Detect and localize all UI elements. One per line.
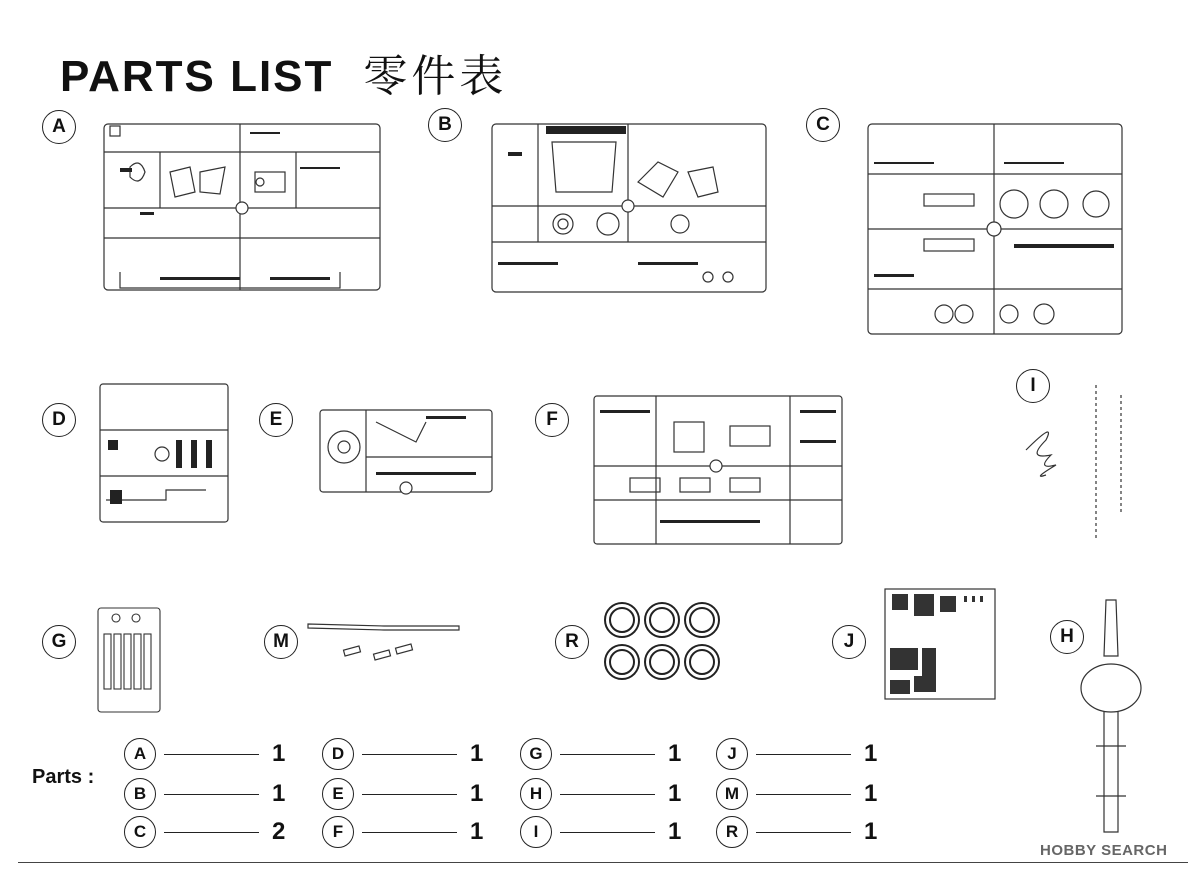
title-chinese: 零件表	[363, 51, 508, 102]
count-letter: C	[124, 816, 156, 848]
sprue-b-drawing	[488, 112, 770, 296]
sprue-letter-d: D	[42, 403, 76, 437]
sprue-letter-b: B	[428, 108, 462, 142]
sprue-e-drawing	[316, 402, 496, 498]
count-line	[560, 794, 655, 795]
count-letter: F	[322, 816, 354, 848]
count-line	[756, 754, 851, 755]
count-letter: G	[520, 738, 552, 770]
count-qty: 1	[864, 818, 878, 845]
sprue-g-drawing	[96, 604, 162, 716]
count-qty: 1	[864, 740, 878, 767]
count-qty: 1	[470, 740, 484, 767]
count-letter: J	[716, 738, 748, 770]
count-letter: I	[520, 816, 552, 848]
sprue-letter-c: C	[806, 108, 840, 142]
count-letter: R	[716, 816, 748, 848]
sprue-letter-m: M	[264, 625, 298, 659]
sprue-c-drawing	[864, 114, 1128, 340]
count-line	[362, 754, 457, 755]
count-qty: 1	[864, 780, 878, 807]
count-line	[560, 754, 655, 755]
count-line	[756, 832, 851, 833]
count-qty: 1	[470, 818, 484, 845]
count-qty: 1	[668, 740, 682, 767]
sprue-a-drawing	[100, 112, 386, 302]
sprue-letter-h: H	[1050, 620, 1084, 654]
sprue-letter-r: R	[555, 625, 589, 659]
sprue-letter-f: F	[535, 403, 569, 437]
sprue-letter-i: I	[1016, 369, 1050, 403]
part-j-drawing	[884, 588, 996, 700]
count-qty: 1	[668, 780, 682, 807]
count-line	[362, 794, 457, 795]
count-letter: A	[124, 738, 156, 770]
count-line	[756, 794, 851, 795]
count-qty: 1	[470, 780, 484, 807]
count-letter: H	[520, 778, 552, 810]
count-letter: E	[322, 778, 354, 810]
count-qty: 1	[272, 780, 286, 807]
count-line	[362, 832, 457, 833]
count-letter: B	[124, 778, 156, 810]
part-i-drawing	[1016, 380, 1136, 545]
sprue-letter-j: J	[832, 625, 866, 659]
part-h-drawing	[1076, 596, 1146, 836]
count-line	[164, 754, 259, 755]
count-line	[164, 832, 259, 833]
sprue-letter-e: E	[259, 403, 293, 437]
parts-label: Parts :	[32, 766, 95, 788]
part-m-drawing	[304, 616, 464, 666]
watermark: HOBBY SEARCH	[1040, 842, 1168, 859]
page-title	[60, 40, 507, 104]
page-bottom-rule	[18, 862, 1188, 863]
count-line	[164, 794, 259, 795]
sprue-letter-a: A	[42, 110, 76, 144]
part-r-drawing	[602, 598, 722, 686]
title-english: PARTS LIST	[60, 52, 334, 101]
count-qty: 2	[272, 818, 286, 845]
count-qty: 1	[272, 740, 286, 767]
sprue-f-drawing	[590, 390, 846, 548]
count-letter: M	[716, 778, 748, 810]
count-letter: D	[322, 738, 354, 770]
sprue-d-drawing	[96, 380, 232, 526]
sprue-letter-g: G	[42, 625, 76, 659]
count-qty: 1	[668, 818, 682, 845]
count-line	[560, 832, 655, 833]
